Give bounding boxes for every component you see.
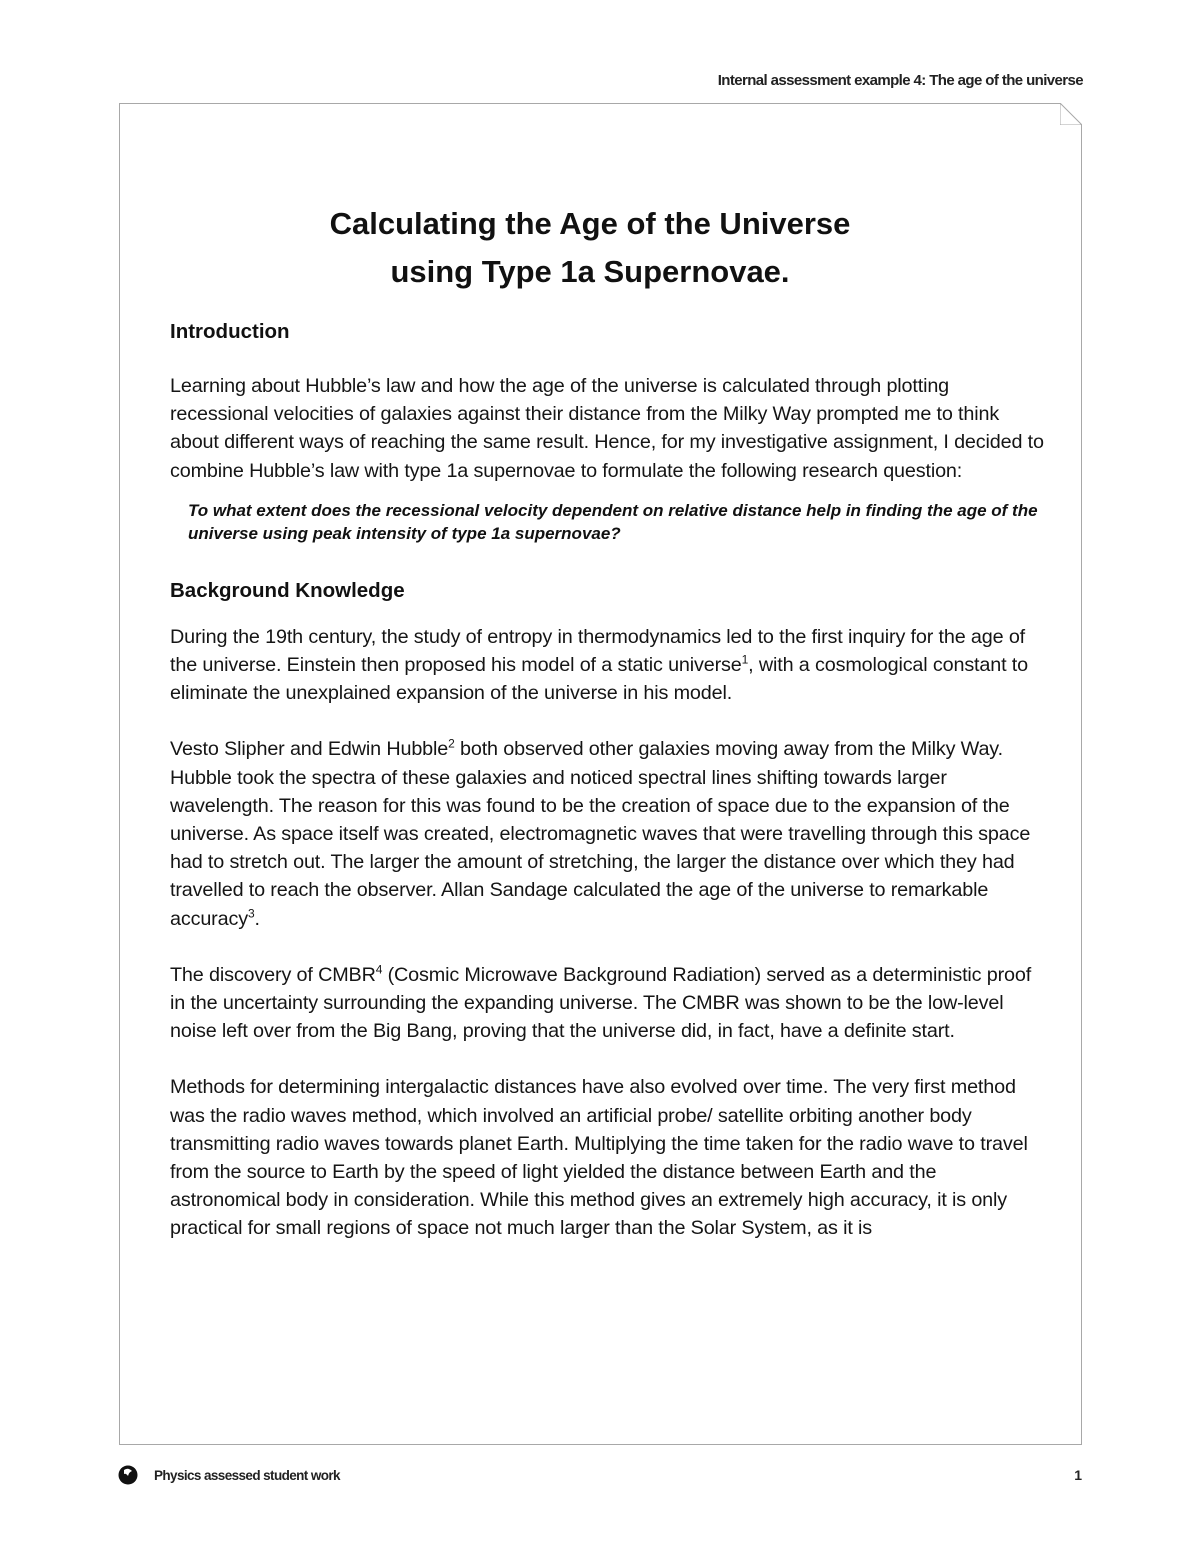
background-paragraph-2: Vesto Slipher and Edwin Hubble$^2$ both observed other galaxies moving away from the Milky Way. Hubble took the spectra of these galaxies and noticed spectral lines shifting towards larger wavelength. The reason for this was found to be the creation of space due to the expansion of the universe. As space itself was created, electromagnetic waves that were travelling through this space had to stretch out. The larger the amount of stretching, the larger the distance over which they had travelled to reach the observer. Allan Sandage calculated the age of the universe to remarkable accuracy$^3$. [170, 736, 1031, 930]
research-question: To what extent does the recessional velocity dependent on relative distance help in finding the age of the universe using peak intensity of type 1a supernovae? [188, 500, 1038, 543]
document-title [170, 200, 1050, 296]
footnote-ref-4: 4 [375, 962, 383, 977]
background-paragraph-3: The discovery of CMBR$^4$ (Cosmic Microwave Background Radiation) served as a deterministic proof in the uncertainty surrounding the expanding universe. The CMBR was shown to be the low-level noise left over from the Big Bang, proving that the universe did, in fact, have a definite start. [170, 962, 1032, 1043]
page-corner-fold-icon [1060, 103, 1082, 125]
footnote-ref-1: 1 [741, 652, 749, 667]
page-footer [118, 1465, 340, 1485]
title-line-2: using Type 1a Supernovae. [390, 254, 790, 289]
page-frame [119, 103, 1082, 1445]
title-line-1: Calculating the Age of the Universe [329, 206, 851, 241]
page-number: 1 [1074, 1467, 1082, 1483]
background-paragraph-4: Methods for determining intergalactic distances have also evolved over time. The very first method was the radio waves method, which involved an artificial probe/ satellite orbiting another body transmitting radio waves towards planet Earth. Multiplying the time taken for the radio wave to travel from the source to Earth by the speed of light yielded the distance between Earth and the astronomical body in consideration. While this method gives an extremely high accuracy, it is only practical for small regions of space not much larger than the Solar System, as it is [170, 1076, 1028, 1240]
background-heading: Background Knowledge [170, 578, 405, 602]
footer-label: Physics assessed student work [154, 1467, 340, 1483]
document-body [170, 200, 1050, 1243]
running-header: Internal assessment example 4: The age of the universe [717, 72, 1083, 89]
introduction-heading: Introduction [170, 320, 290, 343]
footnote-ref-2: 2 [448, 736, 455, 751]
footnote-ref-3: 3 [247, 906, 255, 921]
background-paragraph-1: During the 19th century, the study of entropy in thermodynamics led to the first inquiry for the age of the universe. Einstein then proposed his model of a static universe$^1$, with a cosmological constant to eliminate the unexplained expansion of the universe in his model. [170, 625, 1028, 705]
ib-logo-icon [118, 1465, 138, 1485]
introduction-paragraph: Learning about Hubble’s law and how the age of the universe is calculated through plotting recessional velocities of galaxies against their distance from the Milky Way prompted me to think about different ways of reaching the same result. Hence, for my investigative assignment, I decided to combine Hubble’s law with type 1a supernovae to formulate the following research question: [170, 375, 1044, 482]
